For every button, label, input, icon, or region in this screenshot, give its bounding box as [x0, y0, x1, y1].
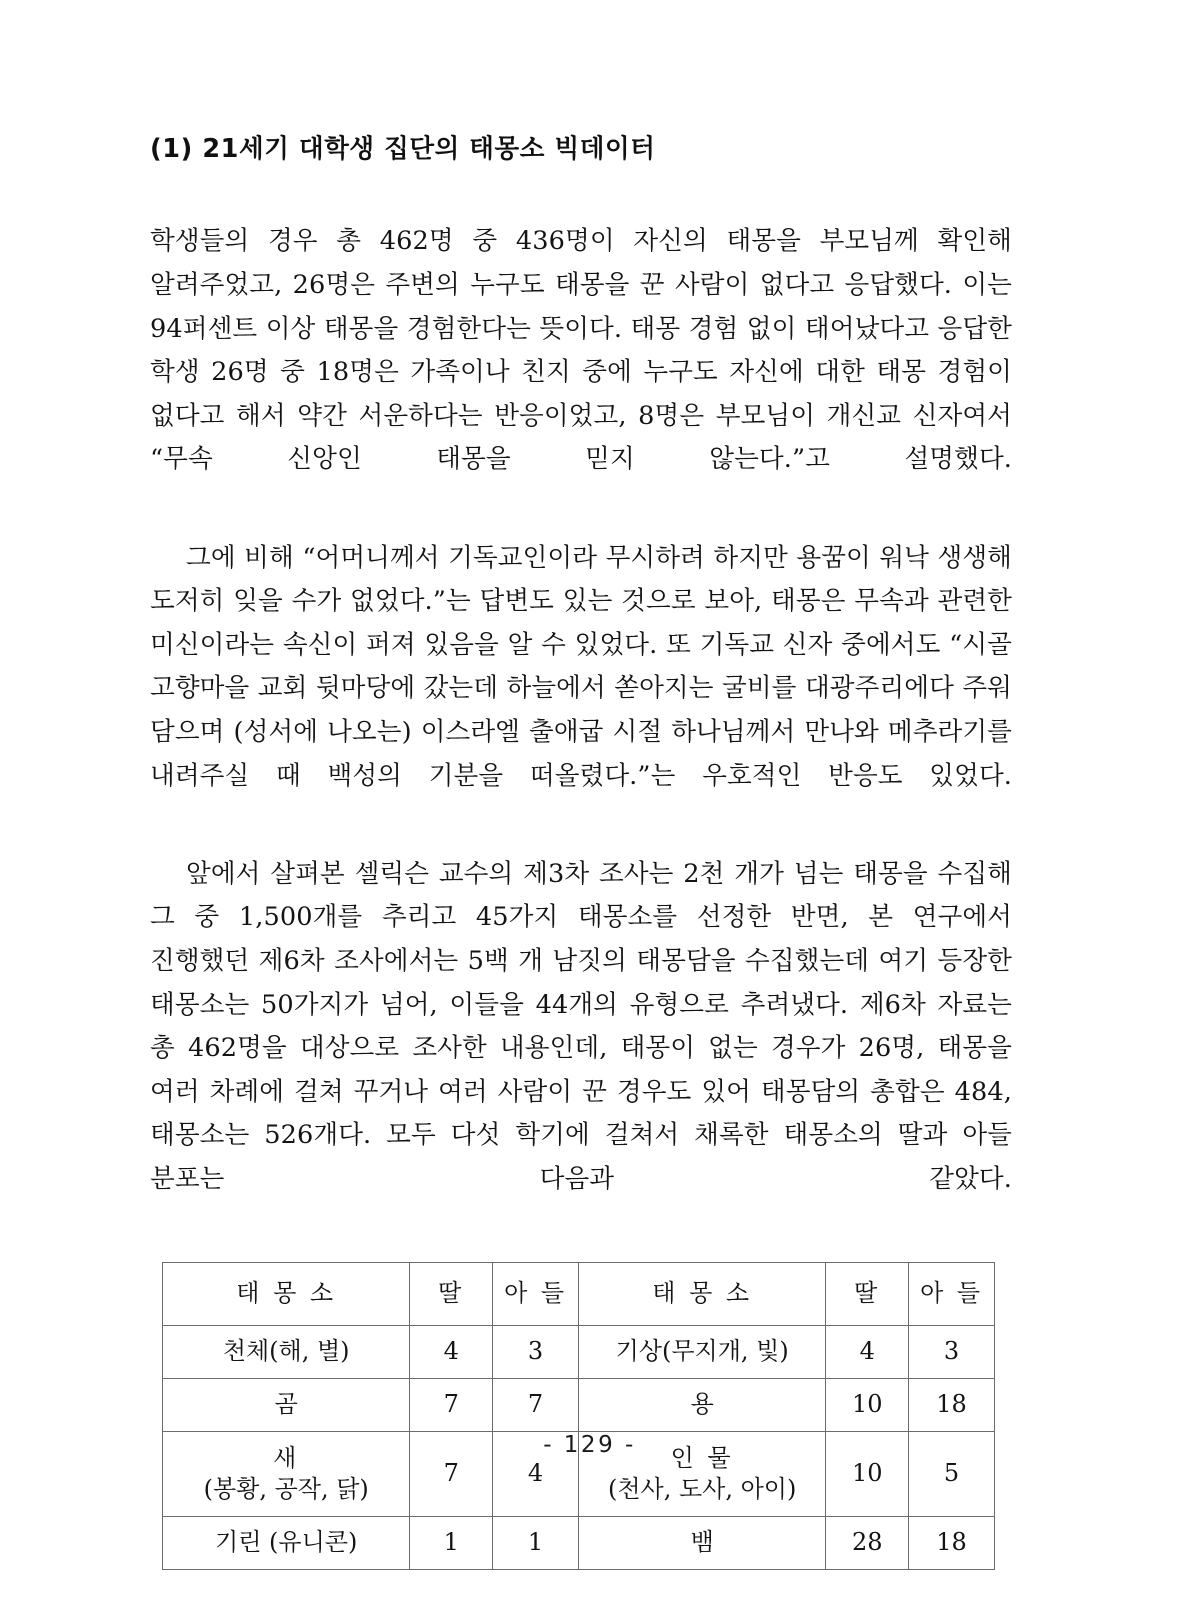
table-row: [163, 1379, 995, 1432]
cell-symbol-right: 기상(무지개, 빛): [578, 1326, 825, 1379]
cell-daughter-right: 4: [826, 1326, 909, 1379]
cell-daughter-left: 1: [410, 1517, 493, 1570]
cell-symbol-right: 용: [578, 1379, 825, 1432]
body-paragraph-1: 학생들의 경우 총 462명 중 436명이 자신의 태몽을 부모님께 확인해 알려주었고, 26명은 주변의 누구도 태몽을 꾼 사람이 없다고 응답했다. 이는 94퍼센트 이상 태몽을 경험한다는 뜻이다. 태몽 경험 없이 태어났다고 응답한 학생 26명 중 18명은 가족이나 친지 중에 누구도 자신에 대한 태몽 경험이 없다고 해서 약간 서운하다는 반응이었고, 8명은 부모님이 개신교 신자여서 “무속 신앙인 태몽을 믿지 않는다.”고 설명했다.: [150, 226, 1012, 475]
cell-son-left: 4: [493, 1432, 579, 1517]
body-paragraph-3: 앞에서 살펴본 셀릭슨 교수의 제3차 조사는 2천 개가 넘는 태몽을 수집해 그 중 1,500개를 추리고 45가지 태몽소를 선정한 반면, 본 연구에서 진행했던 제6차 조사에서는 5백 개 남짓의 태몽담을 수집했는데 여기 등장한 태몽소는 50가지가 넘어, 이들을 44개의 유형으로 추려냈다. 제6차 자료는 총 462명을 대상으로 조사한 내용인데, 태몽이 없는 경우가 26명, 태몽을 여러 차례에 걸쳐 꾸거나 여러 사람이 꾼 경우도 있어 태몽담의 총합은 484, 태몽소는 526개다. 모두 다섯 학기에 걸쳐서 채록한 태몽소의 딸과 아들 분포는 다음과 같았다.: [150, 858, 1012, 1194]
cell-son-left: 3: [493, 1326, 579, 1379]
cell-son-right: 5: [909, 1432, 995, 1517]
cell-son-left: 1: [493, 1517, 579, 1570]
table-header-row: [163, 1263, 995, 1326]
dream-symbol-table: [162, 1262, 995, 1570]
cell-symbol-left: 천체(해, 별): [163, 1326, 410, 1379]
table-container: [150, 1262, 1012, 1570]
cell-daughter-left: 7: [410, 1379, 493, 1432]
cell-symbol-right: 뱀: [578, 1517, 825, 1570]
cell-son-right: 18: [909, 1379, 995, 1432]
page-number: - 129 -: [543, 1432, 636, 1458]
page-heading: (1) 21세기 대학생 집단의 태몽소 빅데이터: [150, 134, 656, 164]
cell-daughter-left: 4: [410, 1326, 493, 1379]
cell-daughter-right: 10: [826, 1432, 909, 1517]
body-paragraph-2: 그에 비해 “어머니께서 기독교인이라 무시하려 하지만 용꿈이 워낙 생생해 도저히 잊을 수가 없었다.”는 답변도 있는 것으로 보아, 태몽은 무속과 관련한 미신이라는 속신이 퍼져 있음을 알 수 있었다. 또 기독교 신자 중에서도 “시골 고향마을 교회 뒷마당에 갔는데 하늘에서 쏟아지는 굴비를 대광주리에다 주워 담으며 (성서에 나오는) 이스라엘 출애굽 시절 하나님께서 만나와 메추라기를 내려주실 때 백성의 기분을 떠올렸다.”는 우호적인 반응도 있었다.: [150, 542, 1012, 791]
table-row: [163, 1326, 995, 1379]
cell-son-left: 7: [493, 1379, 579, 1432]
header-daughter-right: 딸: [826, 1263, 909, 1326]
cell-daughter-left: 7: [410, 1432, 493, 1517]
page-content: [150, 132, 1012, 1570]
cell-symbol-left-line1: 새: [273, 1444, 300, 1473]
cell-symbol-right-line1: 인 물: [670, 1444, 734, 1473]
header-dream-symbol-left: 태 몽 소: [163, 1263, 410, 1326]
header-son-left: 아 들: [493, 1263, 579, 1326]
header-daughter-left: 딸: [410, 1263, 493, 1326]
cell-daughter-right: 10: [826, 1379, 909, 1432]
cell-son-right: 3: [909, 1326, 995, 1379]
cell-daughter-right: 28: [826, 1517, 909, 1570]
table-row: [163, 1517, 995, 1570]
header-dream-symbol-right: 태 몽 소: [578, 1263, 825, 1326]
header-son-right: 아 들: [909, 1263, 995, 1326]
cell-symbol-left: 곰: [163, 1379, 410, 1432]
cell-symbol-right-line2: (천사, 도사, 아이): [607, 1475, 797, 1504]
cell-son-right: 18: [909, 1517, 995, 1570]
cell-symbol-left: 기린 (유니콘): [163, 1517, 410, 1570]
cell-symbol-left-line2: (봉황, 공작, 닭): [203, 1475, 369, 1504]
